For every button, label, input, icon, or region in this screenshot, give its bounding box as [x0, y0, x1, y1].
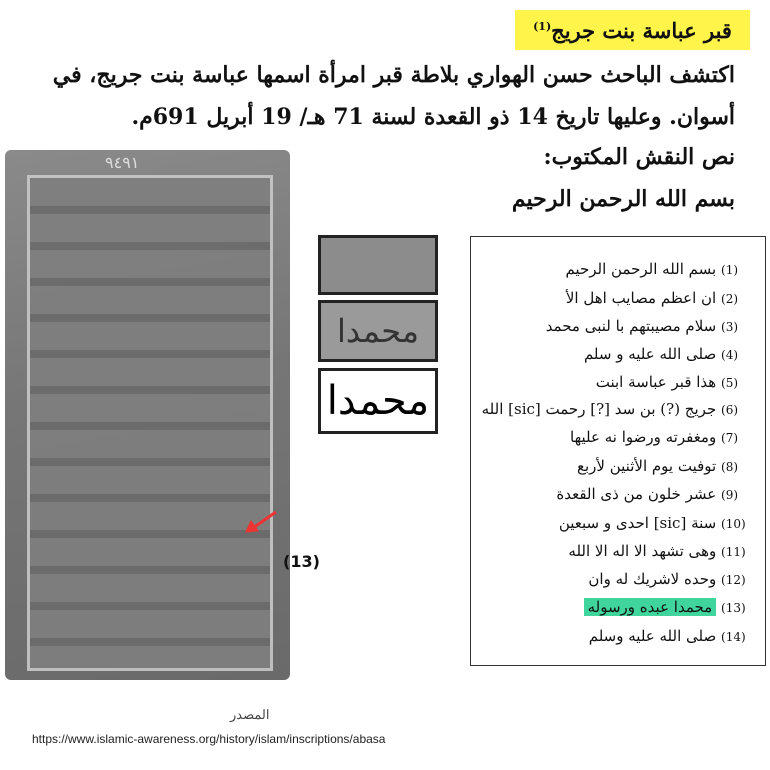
transcript-line: (4) صلى الله عليه و سلم: [583, 345, 739, 363]
transcript-line: (3) سلام مصيبتهم با لنبى محمد: [545, 317, 739, 335]
detail-thumb-2-text: محمدا: [337, 312, 419, 350]
transcript-line: (6) جريج (?) بن سد [?] رحمت [sic] الله: [481, 400, 739, 418]
transcript-line: (1) بسم الله الرحمن الرحيم: [565, 260, 739, 278]
transcript-line: (8) توفيت يوم الأثنين لأربع: [577, 457, 739, 475]
transcript-line: (7) ومغفرته ورضوا نه عليها: [570, 428, 739, 446]
detail-thumb-1: [318, 235, 438, 295]
transcript-line: (9) عشر خلون من ذى القعدة: [556, 485, 739, 503]
basmala-line: بسم الله الرحمن الرحيم: [511, 186, 735, 212]
stone-inscription-area: [27, 175, 273, 671]
transcription-box: [470, 236, 766, 666]
intro-line-2: أسوان. وعليها تاريخ 14 ذو القعدة لسنة 71 هـ/ 19 أبريل 691م.: [131, 104, 735, 130]
transcript-line: (5) هذا قبر عباسة ابنت: [595, 373, 739, 391]
detail-thumb-3: [318, 368, 438, 434]
inscription-heading: نص النقش المكتوب:: [543, 144, 735, 170]
detail-thumb-2: [318, 300, 438, 362]
page-title: [515, 10, 750, 50]
title-text: قبر عباسة بنت جريج$^{(1)}$: [533, 17, 732, 43]
source-label: المصدر: [230, 708, 270, 723]
transcript-line: (12) وحده لاشريك له وان: [588, 570, 746, 588]
line-13-marker: (13): [283, 552, 320, 571]
transcript-line: (11) وهى تشهد الا اله الا الله: [568, 542, 746, 560]
detail-thumb-3-text: محمدا: [326, 378, 430, 424]
intro-line-1: اكتشف الباحث حسن الهواري بلاطة قبر امرأة اسمها عباسة بنت جريج، في: [52, 62, 735, 88]
transcript-line: (10) سنة [sic] احدى و سبعين: [558, 514, 746, 532]
source-url[interactable]: https://www.islamic-awareness.org/history/islam/inscriptions/abasa: [32, 732, 386, 746]
transcript-line: (14) صلى الله عليه وسلم: [588, 627, 746, 645]
tombstone-photo: [5, 150, 290, 680]
transcript-line-highlighted: (13) محمدا عبده ورسوله: [481, 595, 751, 619]
transcript-line: (2) ان اعظم مصايب اهل الأ: [565, 289, 739, 307]
footnote-marker: (1): [533, 19, 552, 33]
stone-label: ٩٤٩١: [105, 153, 140, 172]
